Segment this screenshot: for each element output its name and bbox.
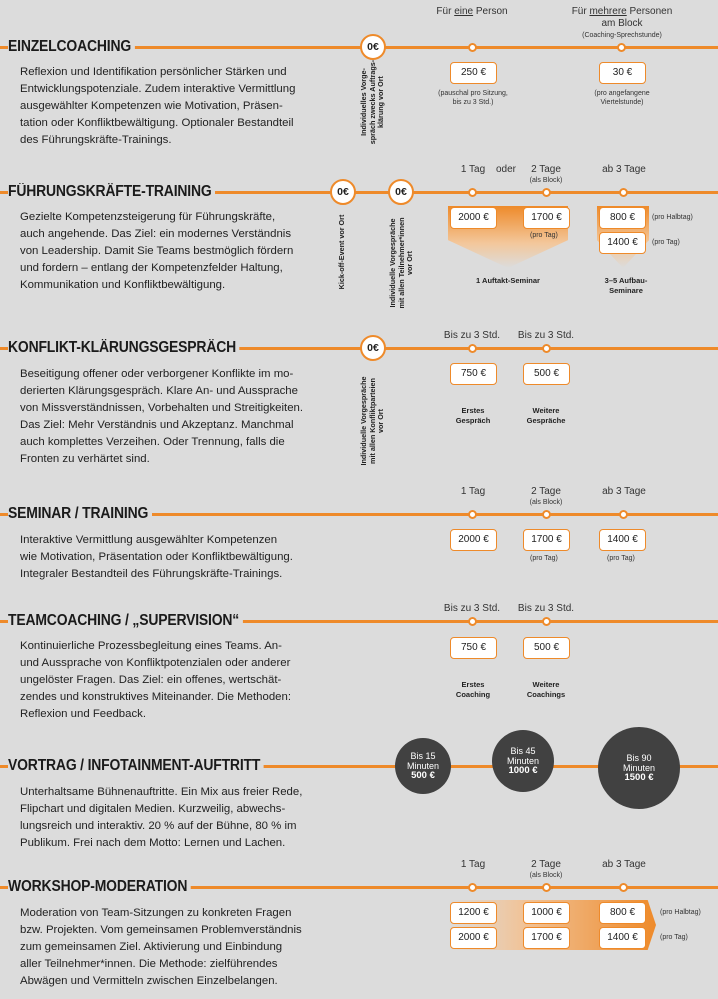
note-vertical: Individuelles Vorge- spräch zwecks Auftrags- klärung vor Ort — [359, 59, 385, 145]
free-marker: 0€ — [360, 335, 386, 361]
section-title-fk: FÜHRUNGSKRÄFTE-TRAINING — [8, 183, 215, 201]
price-note: (pro Tag) — [652, 239, 680, 246]
price-box: 800 € — [599, 207, 646, 229]
header-single: Für eine Person — [436, 6, 508, 17]
price-note: (pro angefangene Viertelstunde) — [594, 90, 650, 106]
funnel-label: 3–5 Aufbau-Seminare — [604, 276, 648, 295]
timeline-dot — [542, 188, 551, 197]
price-note: (pro Halbtag) — [652, 214, 693, 221]
col-head-sub: (als Block) — [529, 499, 563, 506]
price-label: Weitere Coachings — [526, 680, 566, 699]
price-circle: Bis 45 Minuten 1000 € — [492, 730, 554, 792]
desc-konflikt: Beseitigung offener oder verborgener Konflikte im mo- derierten Klärungsgespräch. Klare An- und Aussprache von Missverständnissen, Vorbehalten und Streitigkeiten. Das Ziel: Mehr Verständnis und Akzeptanz. Manchmal auch komplettes Verzeihen. Oder Trennung, falls die Fronten zu verhärtet sind. — [20, 368, 304, 465]
col-head: 1 Tag — [460, 486, 486, 497]
price-box: 2000 € — [450, 529, 497, 551]
timeline-dot — [468, 43, 477, 52]
price-box: 1400 € — [599, 927, 646, 949]
timeline-dot — [468, 883, 477, 892]
section-title-team: TEAMCOACHING / „SUPERVISION“ — [8, 612, 243, 630]
section-title-seminar: SEMINAR / TRAINING — [8, 505, 152, 523]
desc-einzel: Reflexion und Identifikation persönlicher Stärken und Entwicklungspotenziale. Zudem interaktive Vermittlung ausgewählter Kompetenzen wie Motivation, Präsen- tation oder Konfliktbewältigung. Optionaler Bestandteil des Führungskräfte-Trainings. — [20, 66, 296, 146]
free-marker: 0€ — [388, 179, 414, 205]
section-title-konflikt: KONFLIKT-KLÄRUNGSGESPRÄCH — [8, 339, 240, 357]
price-box: 500 € — [523, 637, 570, 659]
col-head: Bis zu 3 Std. — [517, 330, 575, 341]
free-marker: 0€ — [360, 34, 386, 60]
col-head: 2 Tage — [531, 164, 561, 175]
price-box: 1000 € — [523, 902, 570, 924]
price-box: 1700 € — [523, 927, 570, 949]
funnel-label: 1 Auftakt-Seminar — [476, 276, 540, 285]
note-vertical: Individuelle Vorgespräche mit allen Teilnehmer*innen vor Ort — [388, 217, 414, 309]
desc-fk: Gezielte Kompetenzsteigerung für Führungskräfte, auch angehende. Das Ziel: ein modernes Verständnis von Leadership. Damit Sie Teams bestmöglich fördern und fordern – entlang der Kompetenzfelder Haltung, Kommunikation und Konfliktbewältigung. — [20, 211, 294, 291]
price-box: 750 € — [450, 363, 497, 385]
section-title-workshop: WORKSHOP-MODERATION — [8, 878, 191, 896]
price-box: 1400 € — [599, 529, 646, 551]
price-box: 2000 € — [450, 927, 497, 949]
header-multi: Für mehrere Personen am Block — [571, 6, 673, 29]
col-head: Bis zu 3 Std. — [443, 603, 501, 614]
free-marker: 0€ — [330, 179, 356, 205]
col-head: ab 3 Tage — [602, 486, 646, 497]
note-vertical: Individuelle Vorgespräche mit allen Konfliktparteien vor Ort — [359, 376, 385, 466]
price-circle: Bis 90 Minuten 1500 € — [598, 727, 680, 809]
timeline-dot — [542, 510, 551, 519]
section-title-einzel: EINZELCOACHING — [8, 38, 135, 56]
price-label: Erstes Coaching — [455, 680, 491, 699]
price-box: 250 € — [450, 62, 497, 84]
price-box: 1200 € — [450, 902, 497, 924]
col-head-sub: (als Block) — [529, 177, 563, 184]
col-head: ab 3 Tage — [602, 859, 646, 870]
col-head: Bis zu 3 Std. — [517, 603, 575, 614]
price-box: 800 € — [599, 902, 646, 924]
timeline-dot — [542, 617, 551, 626]
price-box: 750 € — [450, 637, 497, 659]
desc-vortrag: Unterhaltsame Bühnenauftritte. Ein Mix aus freier Rede, Flipchart und digitalen Medien. Kurzweilig, abwechs- lungsreich und interaktiv. 20 % auf der Bühne, 80 % im Publikum. Frei nach dem Motto: Lernen und Lachen. — [20, 786, 303, 849]
price-note: (pro Tag) — [660, 934, 688, 941]
timeline-dot — [619, 883, 628, 892]
desc-seminar: Interaktive Vermittlung ausgewählter Kompetenzen wie Motivation, Präsentation oder Konfliktbewältigung. Integraler Bestandteil des Führungskräfte-Trainings. — [20, 534, 293, 580]
timeline-dot — [619, 510, 628, 519]
col-head: 1 Tag — [460, 164, 486, 175]
price-circle: Bis 15 Minuten 500 € — [395, 738, 451, 794]
col-head: 2 Tage — [531, 486, 561, 497]
timeline-dot — [619, 188, 628, 197]
price-label: Weitere Gespräche — [526, 406, 566, 425]
timeline-dot — [542, 883, 551, 892]
price-box: 1400 € — [599, 232, 646, 254]
price-box: 1700 € — [523, 529, 570, 551]
timeline-dot — [468, 188, 477, 197]
price-note: (pro Tag) — [530, 555, 558, 562]
price-note: (pro Tag) — [530, 232, 558, 239]
note-vertical: Kick-off-Event vor Ort — [337, 214, 346, 290]
timeline-dot — [468, 510, 477, 519]
timeline-dot — [617, 43, 626, 52]
col-head: ab 3 Tage — [602, 164, 646, 175]
col-head: Bis zu 3 Std. — [443, 330, 501, 341]
section-title-vortrag: VORTRAG / INFOTAINMENT-AUFTRITT — [8, 757, 264, 775]
timeline-dot — [468, 617, 477, 626]
desc-workshop: Moderation von Team-Sitzungen zu konkreten Fragen bzw. Projekten. Vom gemeinsamen Problemverständnis zum gemeinsamen Ziel. Aktivierung und Einbindung aller Teilnehmer*innen. Die Methode: zielführendes Abwägen und Vermitteln zwischen Einzelbelangen. — [20, 907, 302, 987]
price-note: (pro Halbtag) — [660, 909, 701, 916]
price-box: 1700 € — [523, 207, 570, 229]
price-box: 30 € — [599, 62, 646, 84]
price-box: 500 € — [523, 363, 570, 385]
price-note: (pauschal pro Sitzung, bis zu 3 Std.) — [438, 90, 508, 106]
timeline-dot — [468, 344, 477, 353]
price-box: 2000 € — [450, 207, 497, 229]
col-head-sub: (als Block) — [529, 872, 563, 879]
timeline-dot — [542, 344, 551, 353]
col-head: oder — [495, 164, 516, 175]
desc-team: Kontinuierliche Prozessbegleitung eines Teams. An- und Aussprache von Konfliktpotenzialen oder anderer ungelöster Fragen. Das Ziel: ein offenes, wertschät- zendes und konstruktives Miteinander. Die Methoden: Reflexion und Feedback. — [20, 640, 291, 720]
col-head: 2 Tage — [531, 859, 561, 870]
header-multi-sub: (Coaching-Sprechstunde) — [582, 32, 662, 39]
col-head: 1 Tag — [460, 859, 486, 870]
price-label: Erstes Gespräch — [455, 406, 491, 425]
price-note: (pro Tag) — [607, 555, 635, 562]
